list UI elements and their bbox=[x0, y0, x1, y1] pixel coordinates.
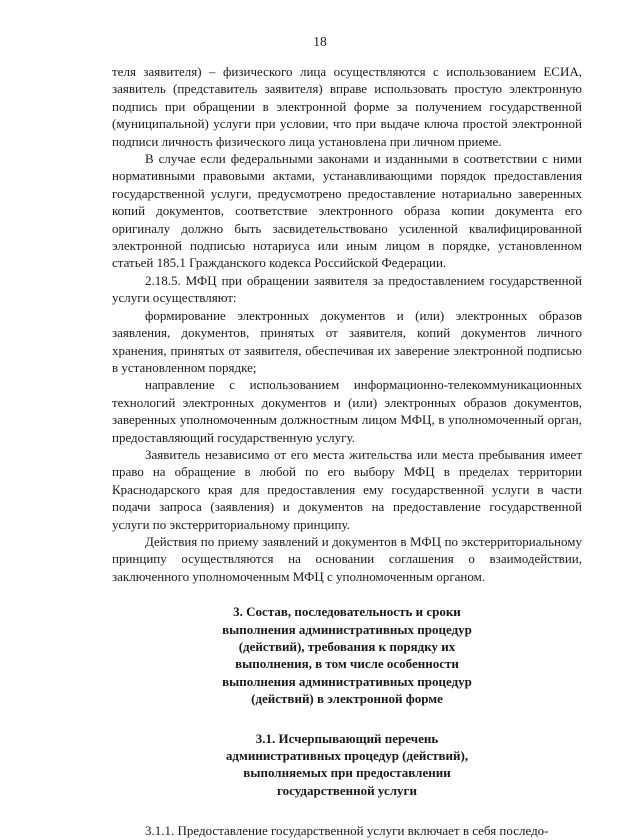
paragraph-esia-continuation: теля заявителя) – физического лица осуществляются с использованием ЕСИА, заявитель (представитель заявителя) вправе использовать простую электронную подпись при обращении в электронной форме за получением государственной (муниципальной) услуги при условии, что при выдаче ключа простой электронной подписи личность физического лица установлена при личном приеме. bbox=[112, 64, 582, 149]
paragraph-notarized-copies: В случае если федеральными законами и изданными в соответствии с ними нормативными правовыми актами, устанавливающими порядок предоставления государственной услуги, предусмотрено предоставление нотариально заверенных копий документов, соответствие электронного образа копии документа его оригиналу должно быть засвидетельствовано усиленной квалифицированной электронной подписью нотариуса или иным лицом в порядке, установленном статьей 185.1 Гражданского кодекса Российской Федерации. bbox=[112, 151, 582, 271]
paragraph-sending-documents: направление с использованием информационно-телекоммуникационных технологий электронных документов и (или) электронных образов документов, заверенных уполномоченным должностным лицом МФЦ, в уполномоченный орган, предоставляющий государственную услугу. bbox=[112, 377, 582, 445]
section-3-1-heading: 3.1. Исчерпывающий перечень административных процедур (действий), выполняемых при предоставлении государственной услуги bbox=[225, 730, 469, 798]
paragraph-forming-documents: формирование электронных документов и (или) электронных образов заявления, документов, принятых от заявителя, копий документов личного хранения, принятых от заявителя, обеспечивая их заверение электронной подписью в установленном порядке; bbox=[112, 307, 582, 375]
page-number: 18 bbox=[313, 34, 327, 49]
paragraph-2-18-5: 2.18.5. МФЦ при обращении заявителя за предоставлением государственной услуги осуществляют: bbox=[112, 272, 582, 306]
paragraph-applicant-right: Заявитель независимо от его места жительства или места пребывания имеет право на обращение в любой по его выбору МФЦ в пределах территории Краснодарского края для предоставления ему государственной услуги в части подачи запроса (заявления) и документов на предоставление государственной услуги по экстерриториальному принципу. bbox=[112, 446, 582, 532]
section-3-heading: 3. Состав, последовательность и сроки выполнения административных процедур (действий), требования к порядку их выполнения, в том числе особенности выполнения административных процедур (действий) в электронной форме bbox=[222, 604, 472, 707]
paragraph-3-1-1: 3.1.1. Предоставление государственной услуги включает в себя последо- bbox=[145, 823, 549, 839]
paragraph-extraterritorial-actions: Действия по приему заявлений и документов в МФЦ по экстерриториальному принципу осуществляются на основании соглашения о взаимодействии, заключенного уполномоченным МФЦ с уполномоченным органом. bbox=[112, 533, 582, 584]
document-body bbox=[112, 63, 582, 840]
